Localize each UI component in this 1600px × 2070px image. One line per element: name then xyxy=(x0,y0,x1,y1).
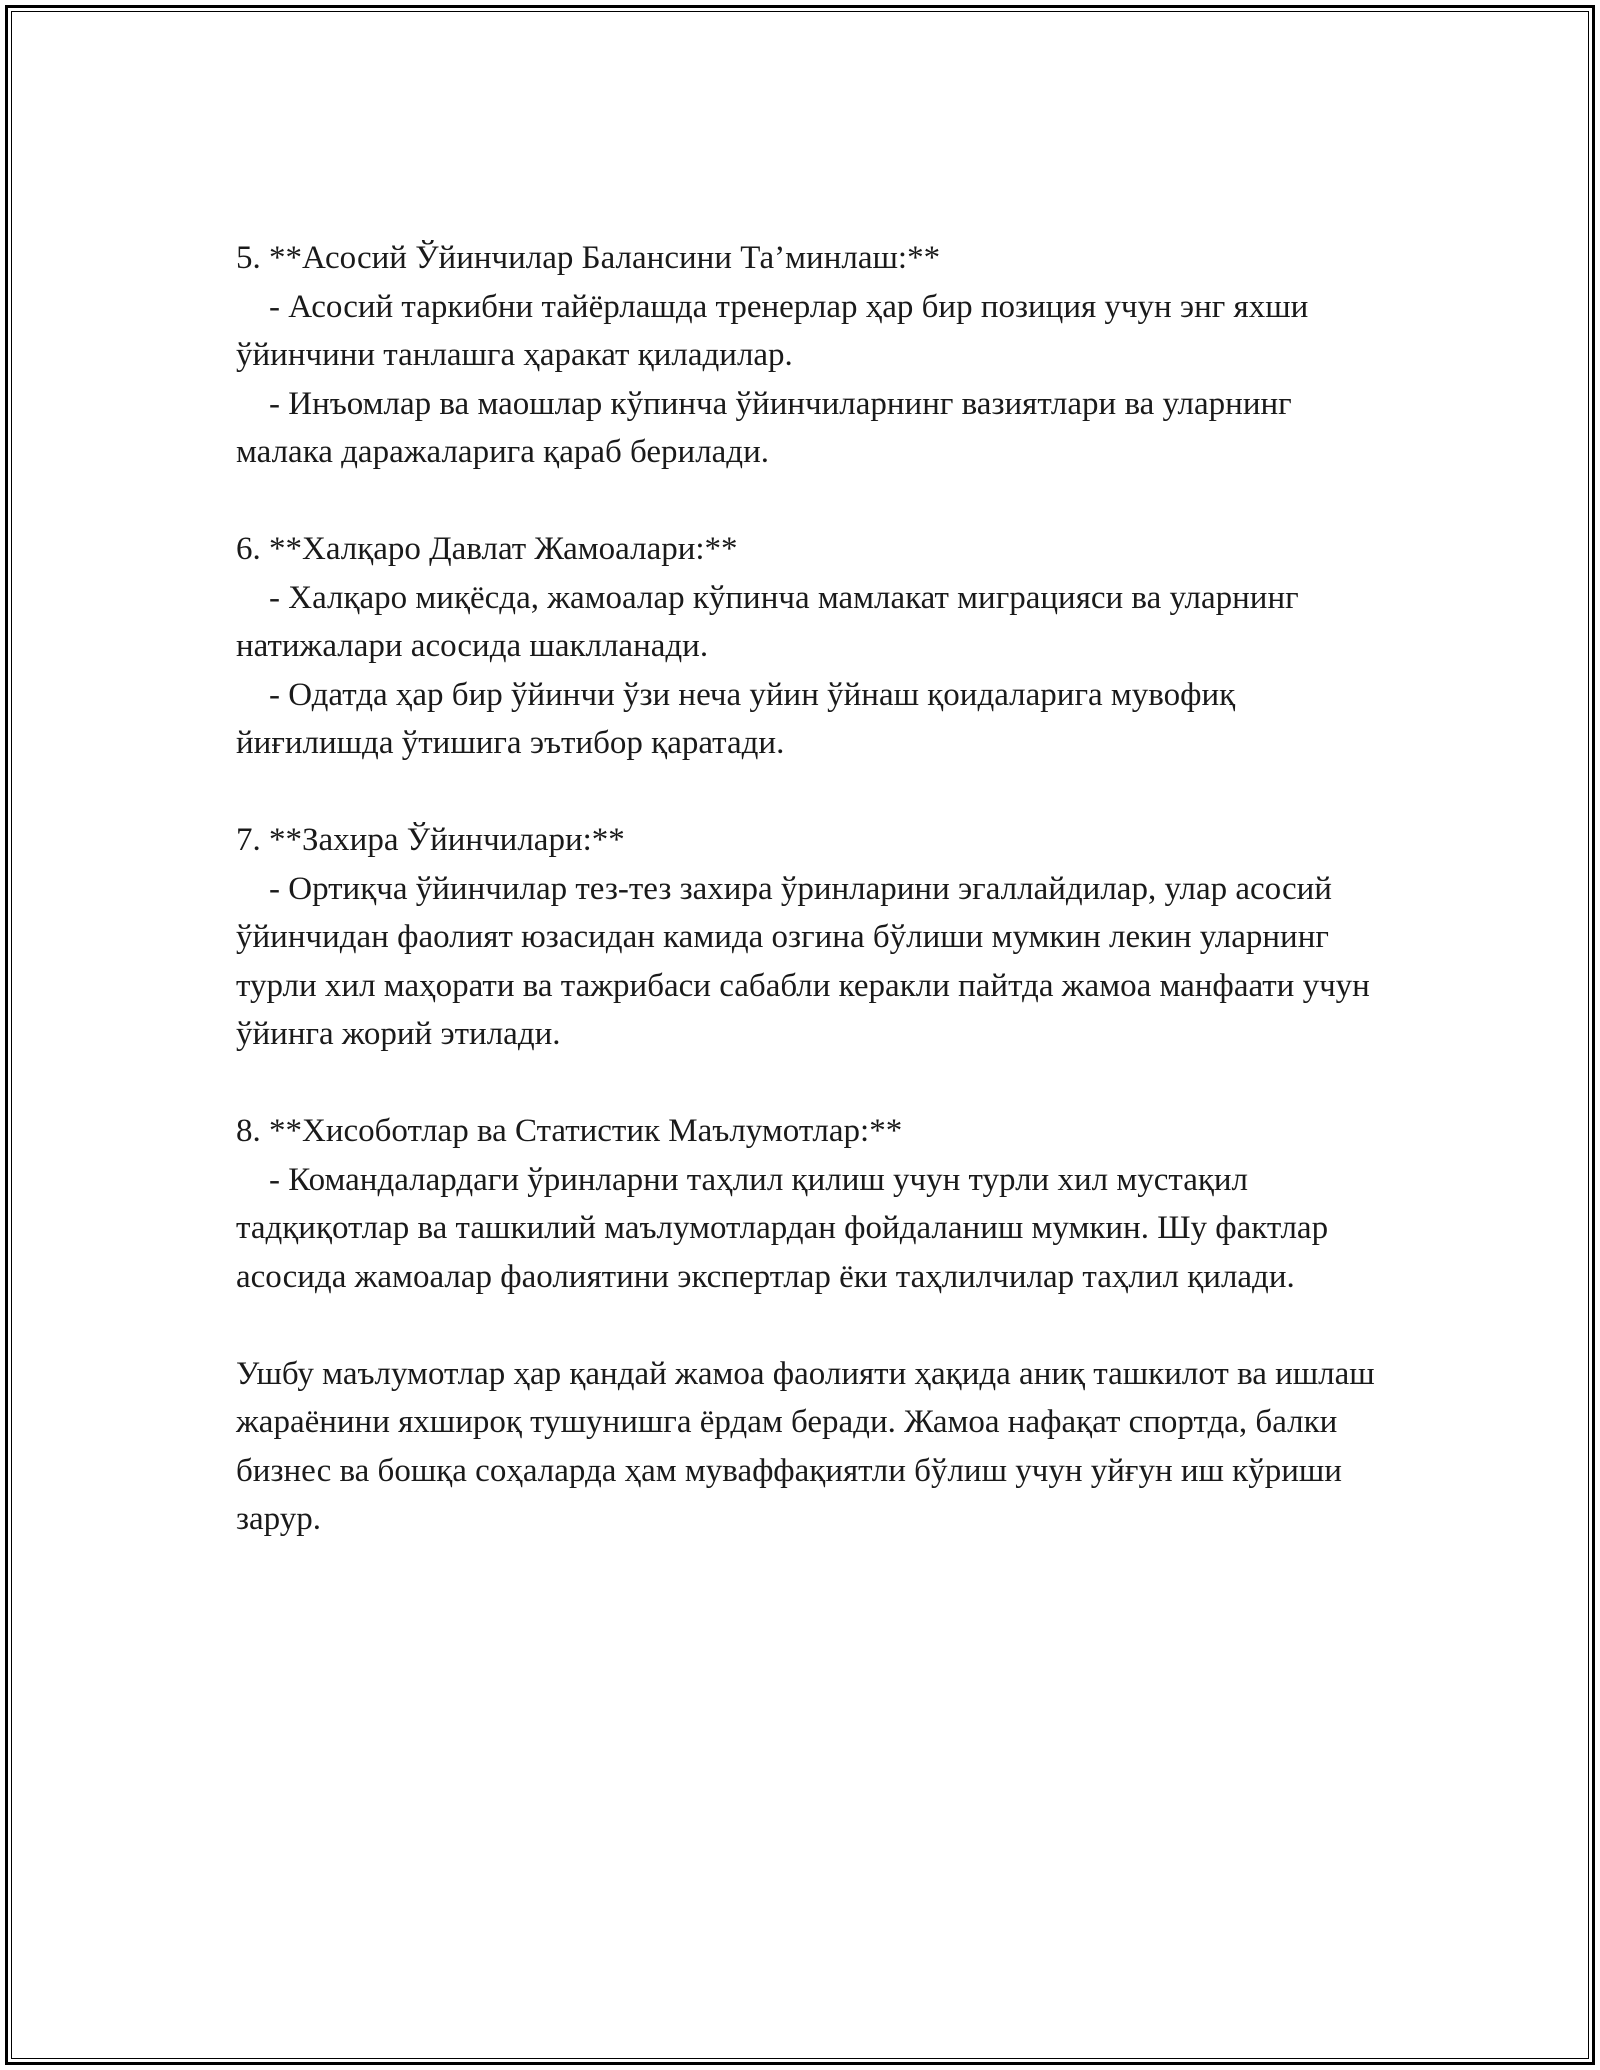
conclusion-paragraph: Ушбу маълумотлар ҳар қандай жамоа фаолияти ҳақида аниқ ташкилот ва ишлаш жараёнини яхшироқ тушунишга ёрдам беради. Жамоа нафақат спортда, балки бизнес ва бошқа соҳаларда ҳам муваффақиятли бўлиш учун уйғун иш кўриши зарур. xyxy=(236,1355,1383,1537)
section-heading: 7. **Захира Ўйинчилари:** xyxy=(236,822,625,858)
section-bullet: - Командалардаги ўринларни таҳлил қилиш учун турли хил мустақил тадқиқотлар ва ташкилий маълумотлардан фойдаланиш мумкин. Шу фактлар асосида жамоалар фаолиятини экспертлар ёки таҳлилчилар таҳлил қилади. xyxy=(236,1161,1337,1295)
section-7 xyxy=(236,816,1379,1059)
section-bullet: - Халқаро миқёсда, жамоалар кўпинча мамлакат миграцияси ва уларнинг натижалари асосида шаклланади. xyxy=(236,579,1307,664)
section-bullet: - Ортиқча ўйинчилар тез-тез захира ўринларини эгаллайдилар, улар асосий ўйинчидан фаолият юзасидан камида озгина бўлиши мумкин лекин уларнинг турли хил маҳорати ва тажрибаси сабабли керакли пайтда жамоа манфаати учун ўйинга жорий этилади. xyxy=(236,870,1379,1052)
section-bullet: - Одатда ҳар бир ўйинчи ўзи неча уйин ўйнаш қоидаларига мувофиқ йиғилишда ўтишига эътибор қаратади. xyxy=(236,676,1244,761)
section-8 xyxy=(236,1107,1376,1301)
section-bullet: - Инъомлар ва маошлар кўпинча ўйинчиларнинг вазиятлари ва уларнинг малака даражаларига қараб берилади. xyxy=(236,385,1300,470)
conclusion xyxy=(236,1350,1383,1544)
section-5 xyxy=(236,234,1376,477)
section-heading: 6. **Халқаро Давлат Жамоалари:** xyxy=(236,531,738,567)
section-heading: 5. **Асосий Ўйинчилар Балансини Та’минлаш:** xyxy=(236,240,941,276)
document-body xyxy=(236,234,1383,1592)
section-bullet: - Асосий таркибни тайёрлашда тренерлар ҳар бир позиция учун энг яхши ўйинчини танлашга ҳаракат қиладилар. xyxy=(236,288,1317,373)
section-heading: 8. **Хисоботлар ва Статистик Маълумотлар:** xyxy=(236,1113,903,1149)
section-6 xyxy=(236,525,1376,768)
